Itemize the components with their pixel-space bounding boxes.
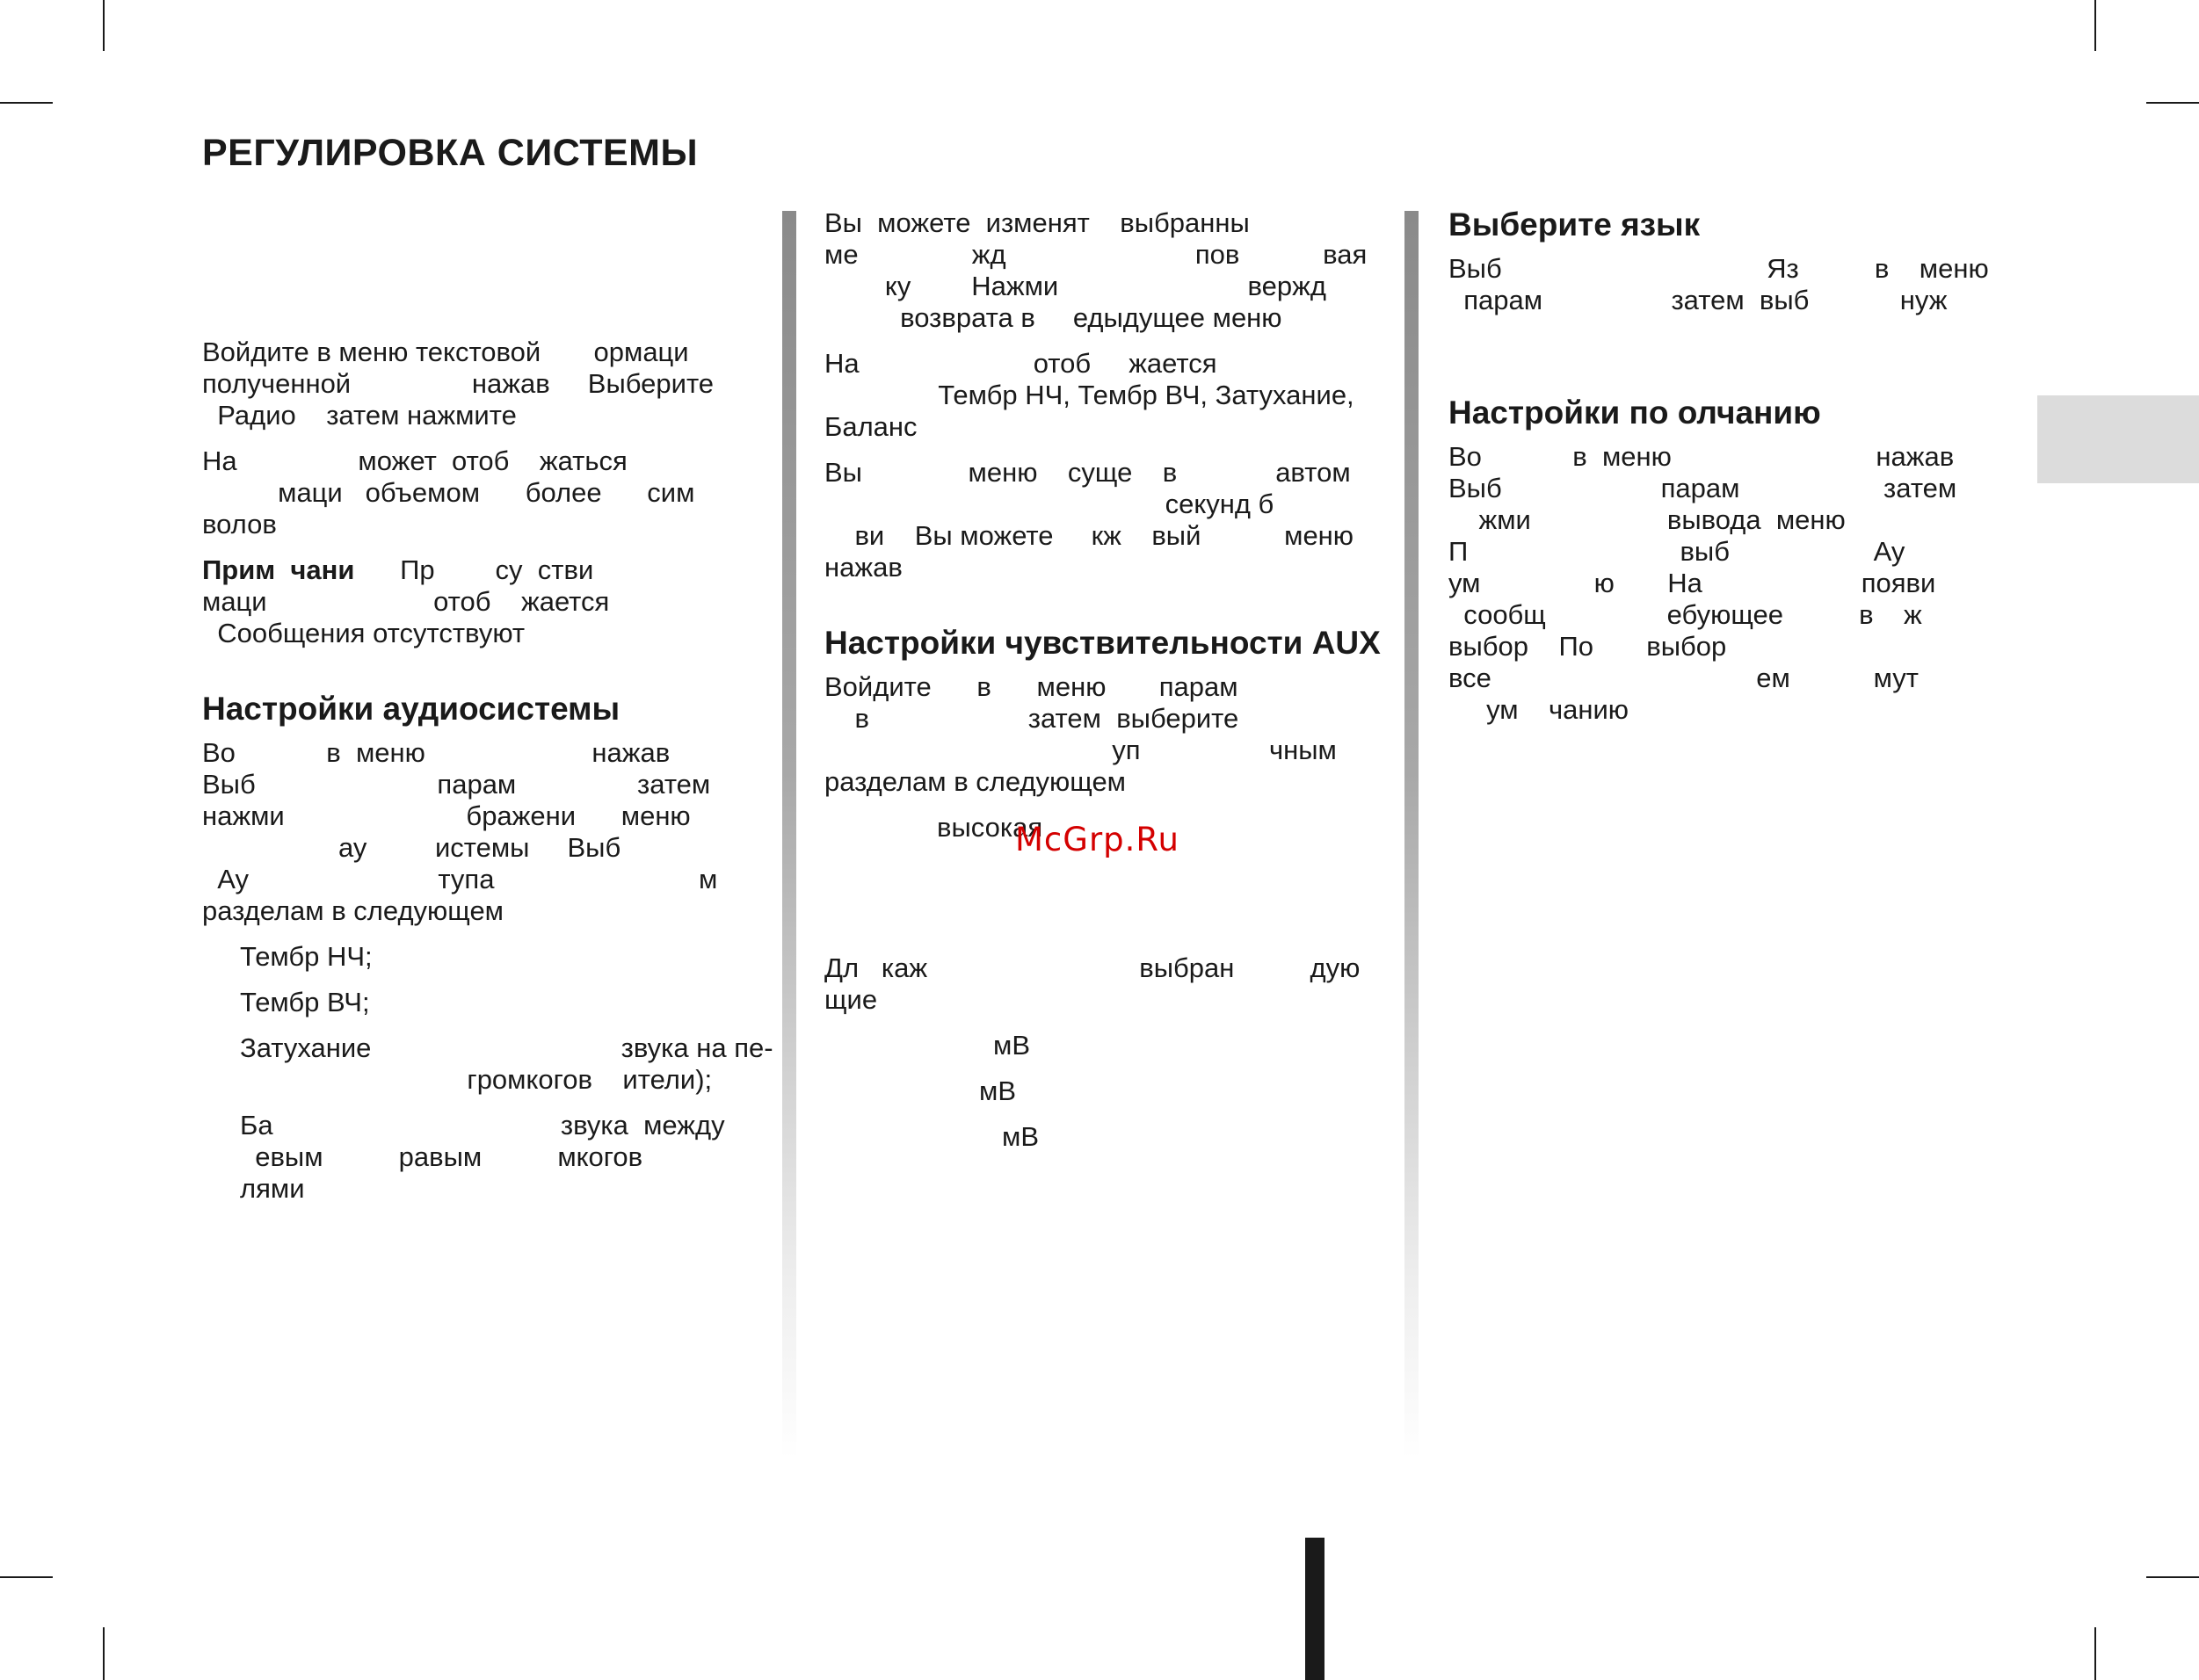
list-item: Тембр НЧ; <box>240 941 373 972</box>
paragraph: На отоб жается Тембр НЧ, Тембр ВЧ, Затухание, Баланс <box>824 348 1354 442</box>
paragraph: Вы можете изменят выбранны ме жд пов вая ку Нажми вержд возврата в едыдущее меню <box>824 207 1368 333</box>
section-heading: Настройки по олчанию <box>1448 395 1821 431</box>
crop-mark <box>0 102 53 104</box>
chapter-tab <box>2037 395 2199 483</box>
left-column <box>202 337 773 1205</box>
list-item: Затухание звука на пе- громкогов ители); <box>240 1032 773 1095</box>
section-heading: Настройки чувствительности AUX <box>824 625 1381 661</box>
crop-mark <box>2094 1627 2096 1680</box>
crop-mark <box>103 1627 105 1680</box>
paragraph: На может отоб жаться маци объемом более сим волов <box>202 445 695 539</box>
section-heading: Выберите язык <box>1448 206 1701 243</box>
value-mv: мВ <box>979 1075 1016 1106</box>
column-divider <box>1404 211 1419 1459</box>
crop-mark <box>103 0 105 51</box>
paragraph: Вы меню суще в автом секунд б ви Вы можете кж вый меню нажав <box>824 457 1354 583</box>
column-divider <box>782 211 796 1459</box>
paragraph: Дл каж выбран дую щие <box>824 952 1361 1015</box>
paragraph: Выб Яз в меню парам затем выб нуж <box>1448 253 1989 315</box>
crop-mark <box>2094 0 2096 51</box>
list-item: Тембр ВЧ; <box>240 987 370 1017</box>
middle-column <box>824 207 1381 1153</box>
list-item: Ба звука между евым равым мкогов лями <box>240 1110 725 1204</box>
crop-mark <box>0 1576 53 1578</box>
list-item: высокая <box>937 812 1043 843</box>
paragraph: Войдите в меню текстовой ормаци полученной нажав Выберите Радио затем нажмите <box>202 337 715 431</box>
crop-mark <box>2146 1576 2199 1578</box>
value-mv: мВ <box>1002 1121 1039 1152</box>
note-label: Прим чани <box>202 554 355 585</box>
page-marker-bar <box>1305 1538 1324 1680</box>
value-mv: мВ <box>993 1030 1030 1061</box>
watermark: McGrp.Ru <box>1015 821 1179 858</box>
right-column <box>1448 206 2011 726</box>
paragraph: Во в меню нажав Выб парам затем жми вывода меню П выб Ау ум ю На появи сообщ ебующее в ж выбор По выбор все ем мут ум чанию <box>1448 441 1957 725</box>
note-paragraph: Прим чани Пр су стви маци отоб жается Сообщения отсутствуют <box>202 554 610 648</box>
paragraph: Во в меню нажав Выб парам затем нажми бражени меню ау истемы Выб Ау тупа м разделам в следующем <box>202 737 718 926</box>
paragraph: Войдите в меню парам в затем выберите уп чным разделам в следующем <box>824 671 1337 797</box>
crop-mark <box>2146 102 2199 104</box>
section-heading: Настройки аудиосистемы <box>202 691 621 727</box>
page-title: РЕГУЛИРОВКА СИСТЕМЫ <box>202 132 699 174</box>
